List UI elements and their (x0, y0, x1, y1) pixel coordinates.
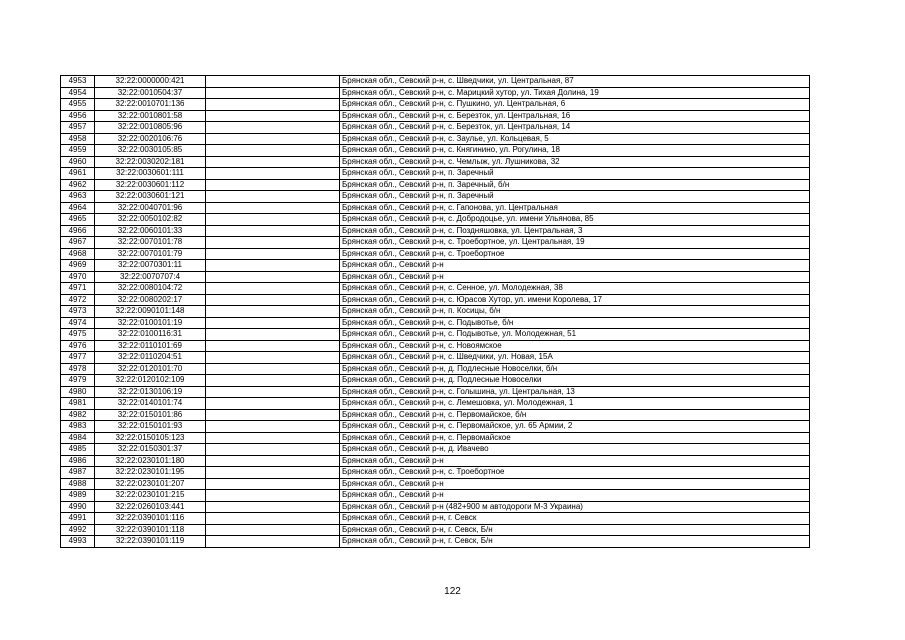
address-cell: Брянская обл., Севский р-н, с. Троебортное (340, 467, 810, 479)
empty-cell (206, 524, 340, 536)
table-row (61, 260, 810, 272)
address-cell: Брянская обл., Севский р-н, с. Сенное, ул. Молодежная, 38 (340, 283, 810, 295)
row-number-cell: 4990 (61, 501, 95, 513)
address-cell: Брянская обл., Севский р-н (482+900 м автодороги М-3 Украина) (340, 501, 810, 513)
address-cell: Брянская обл., Севский р-н, д. Подлесные Новоселки, б/н (340, 363, 810, 375)
empty-cell (206, 421, 340, 433)
row-number-cell: 4976 (61, 340, 95, 352)
cadastral-number-cell: 32:22:0390101:118 (95, 524, 206, 536)
table-row (61, 237, 810, 249)
address-cell: Брянская обл., Севский р-н (340, 478, 810, 490)
row-number-cell: 4963 (61, 191, 95, 203)
empty-cell (206, 478, 340, 490)
empty-cell (206, 237, 340, 249)
address-cell: Брянская обл., Севский р-н (340, 490, 810, 502)
address-cell: Брянская обл., Севский р-н, с. Пушкино, ул. Центральная, 6 (340, 99, 810, 111)
row-number-cell: 4968 (61, 248, 95, 260)
cadastral-number-cell: 32:22:0230101:180 (95, 455, 206, 467)
row-number-cell: 4962 (61, 179, 95, 191)
empty-cell (206, 260, 340, 272)
table-row (61, 133, 810, 145)
table-row (61, 110, 810, 122)
row-number-cell: 4975 (61, 329, 95, 341)
row-number-cell: 4965 (61, 214, 95, 226)
row-number-cell: 4960 (61, 156, 95, 168)
cadastral-number-cell: 32:22:0230101:195 (95, 467, 206, 479)
registry-table-body (61, 76, 810, 548)
address-cell: Брянская обл., Севский р-н, с. Шведчики, ул. Центральная, 87 (340, 76, 810, 88)
address-cell: Брянская обл., Севский р-н (340, 260, 810, 272)
cadastral-number-cell: 32:22:0150105:123 (95, 432, 206, 444)
empty-cell (206, 294, 340, 306)
address-cell: Брянская обл., Севский р-н, д. Подлесные Новоселки (340, 375, 810, 387)
cadastral-number-cell: 32:22:0070101:79 (95, 248, 206, 260)
address-cell: Брянская обл., Севский р-н, г. Севск, Б/н (340, 524, 810, 536)
address-cell: Брянская обл., Севский р-н, д. Ивачево (340, 444, 810, 456)
cadastral-number-cell: 32:22:0030601:111 (95, 168, 206, 180)
row-number-cell: 4993 (61, 536, 95, 548)
table-row (61, 513, 810, 525)
address-cell: Брянская обл., Севский р-н, п. Заречный, б/н (340, 179, 810, 191)
empty-cell (206, 444, 340, 456)
empty-cell (206, 306, 340, 318)
row-number-cell: 4966 (61, 225, 95, 237)
empty-cell (206, 145, 340, 157)
address-cell: Брянская обл., Севский р-н, с. Юрасов Хутор, ул. имени Королева, 17 (340, 294, 810, 306)
cadastral-number-cell: 32:22:0120102:109 (95, 375, 206, 387)
cadastral-number-cell: 32:22:0230101:207 (95, 478, 206, 490)
row-number-cell: 4955 (61, 99, 95, 111)
cadastral-number-cell: 32:22:0050102:82 (95, 214, 206, 226)
table-row (61, 478, 810, 490)
table-row (61, 156, 810, 168)
cadastral-number-cell: 32:22:0120101:70 (95, 363, 206, 375)
address-cell: Брянская обл., Севский р-н, с. Княгинино, ул. Рогулина, 18 (340, 145, 810, 157)
empty-cell (206, 283, 340, 295)
table-row (61, 398, 810, 410)
cadastral-number-cell: 32:22:0110204:51 (95, 352, 206, 364)
empty-cell (206, 225, 340, 237)
row-number-cell: 4984 (61, 432, 95, 444)
row-number-cell: 4991 (61, 513, 95, 525)
address-cell: Брянская обл., Севский р-н, п. Косицы, б/н (340, 306, 810, 318)
table-row (61, 214, 810, 226)
empty-cell (206, 179, 340, 191)
address-cell: Брянская обл., Севский р-н, с. Троебортное, ул. Центральная, 19 (340, 237, 810, 249)
empty-cell (206, 455, 340, 467)
cadastral-number-cell: 32:22:0130106:19 (95, 386, 206, 398)
address-cell: Брянская обл., Севский р-н, с. Березток, ул. Центральная, 14 (340, 122, 810, 134)
empty-cell (206, 386, 340, 398)
row-number-cell: 4983 (61, 421, 95, 433)
table-row (61, 306, 810, 318)
cadastral-number-cell: 32:22:0030202:181 (95, 156, 206, 168)
empty-cell (206, 156, 340, 168)
table-row (61, 467, 810, 479)
empty-cell (206, 513, 340, 525)
address-cell: Брянская обл., Севский р-н (340, 455, 810, 467)
cadastral-number-cell: 32:22:0150301:37 (95, 444, 206, 456)
table-row (61, 444, 810, 456)
table-row (61, 87, 810, 99)
address-cell: Брянская обл., Севский р-н, с. Первомайское, б/н (340, 409, 810, 421)
table-row (61, 179, 810, 191)
empty-cell (206, 122, 340, 134)
cadastral-number-cell: 32:22:0070101:78 (95, 237, 206, 249)
row-number-cell: 4985 (61, 444, 95, 456)
empty-cell (206, 110, 340, 122)
table-row (61, 76, 810, 88)
table-row (61, 432, 810, 444)
table-row (61, 375, 810, 387)
address-cell: Брянская обл., Севский р-н, г. Севск (340, 513, 810, 525)
address-cell: Брянская обл., Севский р-н, с. Гапонова, ул. Центральная (340, 202, 810, 214)
address-cell: Брянская обл., Севский р-н, с. Троебортное (340, 248, 810, 260)
empty-cell (206, 191, 340, 203)
address-cell: Брянская обл., Севский р-н, с. Марицкий хутор, ул. Тихая Долина, 19 (340, 87, 810, 99)
row-number-cell: 4986 (61, 455, 95, 467)
cadastral-number-cell: 32:22:0090101:148 (95, 306, 206, 318)
address-cell: Брянская обл., Севский р-н, с. Подывотье, б/н (340, 317, 810, 329)
address-cell: Брянская обл., Севский р-н, п. Заречный (340, 191, 810, 203)
row-number-cell: 4957 (61, 122, 95, 134)
address-cell: Брянская обл., Севский р-н, с. Шведчики, ул. Новая, 15А (340, 352, 810, 364)
table-row (61, 340, 810, 352)
empty-cell (206, 76, 340, 88)
table-row (61, 490, 810, 502)
row-number-cell: 4981 (61, 398, 95, 410)
cadastral-number-cell: 32:22:0230101:215 (95, 490, 206, 502)
empty-cell (206, 363, 340, 375)
cadastral-number-cell: 32:22:0100101:19 (95, 317, 206, 329)
cadastral-number-cell: 32:22:0030601:112 (95, 179, 206, 191)
cadastral-number-cell: 32:22:0390101:119 (95, 536, 206, 548)
empty-cell (206, 87, 340, 99)
cadastral-number-cell: 32:22:0010805:96 (95, 122, 206, 134)
table-row (61, 294, 810, 306)
table-row (61, 329, 810, 341)
table-row (61, 409, 810, 421)
row-number-cell: 4979 (61, 375, 95, 387)
cadastral-number-cell: 32:22:0030105:85 (95, 145, 206, 157)
row-number-cell: 4967 (61, 237, 95, 249)
table-row (61, 386, 810, 398)
cadastral-number-cell: 32:22:0010801:58 (95, 110, 206, 122)
empty-cell (206, 214, 340, 226)
address-cell: Брянская обл., Севский р-н (340, 271, 810, 283)
address-cell: Брянская обл., Севский р-н, с. Чемлыж, ул. Лушникова, 32 (340, 156, 810, 168)
address-cell: Брянская обл., Севский р-н, с. Первомайское (340, 432, 810, 444)
empty-cell (206, 467, 340, 479)
empty-cell (206, 99, 340, 111)
address-cell: Брянская обл., Севский р-н, с. Новоямское (340, 340, 810, 352)
table-row (61, 352, 810, 364)
row-number-cell: 4987 (61, 467, 95, 479)
address-cell: Брянская обл., Севский р-н, с. Лемешовка, ул. Молодежная, 1 (340, 398, 810, 410)
table-row (61, 248, 810, 260)
cadastral-number-cell: 32:22:0260103:441 (95, 501, 206, 513)
cadastral-number-cell: 32:22:0080104:72 (95, 283, 206, 295)
table-row (61, 363, 810, 375)
table-row (61, 225, 810, 237)
empty-cell (206, 340, 340, 352)
address-cell: Брянская обл., Севский р-н, с. Поздняшовка, ул. Центральная, 3 (340, 225, 810, 237)
row-number-cell: 4978 (61, 363, 95, 375)
row-number-cell: 4971 (61, 283, 95, 295)
table-row (61, 421, 810, 433)
row-number-cell: 4970 (61, 271, 95, 283)
empty-cell (206, 329, 340, 341)
row-number-cell: 4958 (61, 133, 95, 145)
empty-cell (206, 133, 340, 145)
address-cell: Брянская обл., Севский р-н, г. Севск, Б/н (340, 536, 810, 548)
table-row (61, 524, 810, 536)
table-row (61, 455, 810, 467)
table-row (61, 122, 810, 134)
table-row (61, 145, 810, 157)
address-cell: Брянская обл., Севский р-н, с. Добродоцье, ул. имени Ульянова, 85 (340, 214, 810, 226)
empty-cell (206, 202, 340, 214)
row-number-cell: 4954 (61, 87, 95, 99)
cadastral-number-cell: 32:22:0010504:37 (95, 87, 206, 99)
row-number-cell: 4973 (61, 306, 95, 318)
table-row (61, 501, 810, 513)
row-number-cell: 4964 (61, 202, 95, 214)
empty-cell (206, 398, 340, 410)
cadastral-number-cell: 32:22:0020106:76 (95, 133, 206, 145)
cadastral-number-cell: 32:22:0000000:421 (95, 76, 206, 88)
row-number-cell: 4969 (61, 260, 95, 272)
row-number-cell: 4989 (61, 490, 95, 502)
empty-cell (206, 317, 340, 329)
row-number-cell: 4953 (61, 76, 95, 88)
cadastral-number-cell: 32:22:0070707:4 (95, 271, 206, 283)
table-row (61, 271, 810, 283)
row-number-cell: 4982 (61, 409, 95, 421)
cadastral-number-cell: 32:22:0110101:69 (95, 340, 206, 352)
empty-cell (206, 409, 340, 421)
row-number-cell: 4961 (61, 168, 95, 180)
table-row (61, 99, 810, 111)
row-number-cell: 4959 (61, 145, 95, 157)
cadastral-number-cell: 32:22:0080202:17 (95, 294, 206, 306)
cadastral-number-cell: 32:22:0030601:121 (95, 191, 206, 203)
cadastral-number-cell: 32:22:0150101:86 (95, 409, 206, 421)
cadastral-number-cell: 32:22:0040701:96 (95, 202, 206, 214)
table-row (61, 191, 810, 203)
row-number-cell: 4977 (61, 352, 95, 364)
cadastral-number-cell: 32:22:0070301:11 (95, 260, 206, 272)
empty-cell (206, 248, 340, 260)
table-row (61, 283, 810, 295)
table-row (61, 536, 810, 548)
empty-cell (206, 375, 340, 387)
empty-cell (206, 271, 340, 283)
address-cell: Брянская обл., Севский р-н, с. Березток, ул. Центральная, 16 (340, 110, 810, 122)
cadastral-number-cell: 32:22:0060101:33 (95, 225, 206, 237)
cadastral-number-cell: 32:22:0100116:31 (95, 329, 206, 341)
cadastral-number-cell: 32:22:0390101:116 (95, 513, 206, 525)
cadastral-number-cell: 32:22:0150101:93 (95, 421, 206, 433)
row-number-cell: 4956 (61, 110, 95, 122)
table-row (61, 202, 810, 214)
registry-table (60, 75, 810, 548)
empty-cell (206, 352, 340, 364)
address-cell: Брянская обл., Севский р-н, с. Голышина, ул. Центральная, 13 (340, 386, 810, 398)
empty-cell (206, 536, 340, 548)
table-row (61, 168, 810, 180)
cadastral-number-cell: 32:22:0010701:136 (95, 99, 206, 111)
row-number-cell: 4988 (61, 478, 95, 490)
address-cell: Брянская обл., Севский р-н, п. Заречный (340, 168, 810, 180)
address-cell: Брянская обл., Севский р-н, с. Заулье, ул. Кольцевая, 5 (340, 133, 810, 145)
empty-cell (206, 168, 340, 180)
empty-cell (206, 501, 340, 513)
empty-cell (206, 490, 340, 502)
row-number-cell: 4980 (61, 386, 95, 398)
address-cell: Брянская обл., Севский р-н, с. Первомайское, ул. 65 Армии, 2 (340, 421, 810, 433)
row-number-cell: 4972 (61, 294, 95, 306)
table-row (61, 317, 810, 329)
empty-cell (206, 432, 340, 444)
address-cell: Брянская обл., Севский р-н, с. Подывотье, ул. Молодежная, 51 (340, 329, 810, 341)
row-number-cell: 4992 (61, 524, 95, 536)
cadastral-number-cell: 32:22:0140101:74 (95, 398, 206, 410)
page-number: 122 (444, 586, 461, 597)
row-number-cell: 4974 (61, 317, 95, 329)
